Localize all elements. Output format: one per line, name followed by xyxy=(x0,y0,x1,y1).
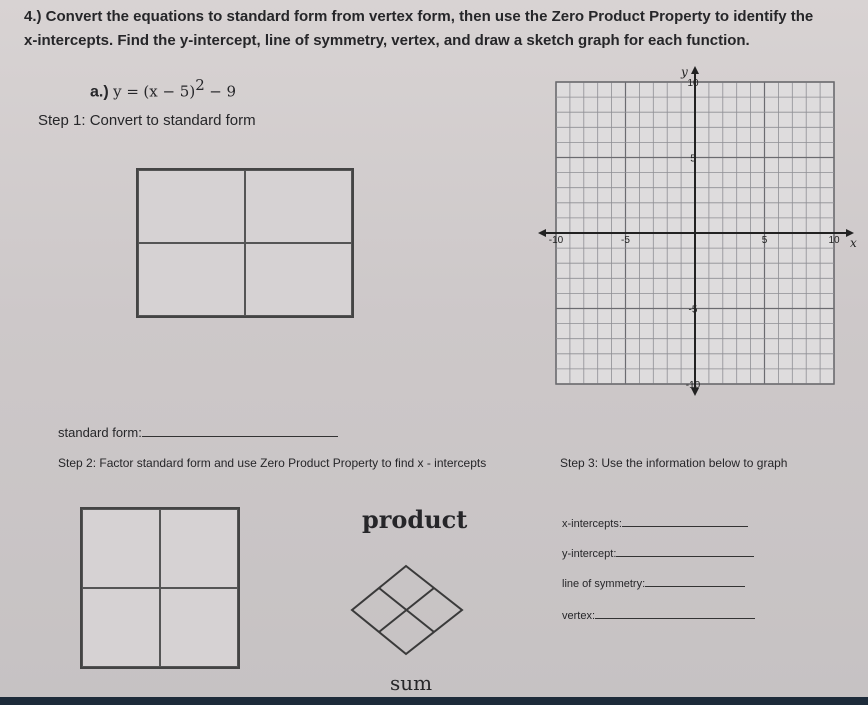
x-intercepts-field xyxy=(562,518,748,530)
screen-bottom-edge xyxy=(0,697,868,705)
x-tick-label: 5 xyxy=(761,235,768,246)
area-model-box-step2[interactable] xyxy=(80,507,240,669)
x-tick-label: -5 xyxy=(621,235,630,246)
x-intercepts-label: x-intercepts: xyxy=(562,518,622,530)
prompt-line-1: 4.) Convert the equations to standard form from vertex form, then use the Zero Product Property to identify the xyxy=(24,8,814,25)
product-sum-diamond[interactable] xyxy=(348,560,468,660)
prompt-line-2: x-intercepts. Find the y-intercept, line of symmetry, vertex, and draw a sketch graph for each function. xyxy=(24,32,750,49)
step-1-instruction: Step 1: Convert to standard form xyxy=(38,112,256,129)
area-model-cell[interactable] xyxy=(160,588,238,667)
equation-base: (x − 5) xyxy=(143,82,196,101)
vertex-field xyxy=(562,610,755,622)
y-intercept-field xyxy=(562,548,754,560)
x-axis-label: x xyxy=(850,236,857,250)
line-of-symmetry-label: line of symmetry: xyxy=(562,578,646,590)
y-tick-label: 10 xyxy=(687,78,699,89)
x-tick-label: -10 xyxy=(548,235,564,246)
step-2-instruction: Step 2: Factor standard form and use Zero Product Property to find x - intercepts xyxy=(58,456,487,470)
equation-lhs: y = xyxy=(113,82,139,101)
vertex-label: vertex: xyxy=(562,610,596,622)
area-model-cell[interactable] xyxy=(160,509,238,588)
standard-form-field xyxy=(58,425,338,440)
y-axis-arrow-up xyxy=(691,66,699,74)
x-axis-arrow-left xyxy=(538,229,546,237)
y-intercept-label: y-intercept: xyxy=(562,548,617,560)
vertex-blank[interactable] xyxy=(595,618,755,619)
diamond-sum-label: sum xyxy=(390,671,433,695)
standard-form-label: standard form: xyxy=(58,425,142,440)
area-model-cell[interactable] xyxy=(82,588,160,667)
y-tick-label: 5 xyxy=(690,153,696,165)
equation-exponent: 2 xyxy=(195,76,205,94)
equation-tail: − 9 xyxy=(209,82,237,101)
diamond-product-label: product xyxy=(362,505,468,534)
problem-label: a.) xyxy=(90,83,109,101)
area-model-box-step1[interactable] xyxy=(136,168,354,318)
coordinate-grid-graph[interactable] xyxy=(538,66,858,396)
line-of-symmetry-blank[interactable] xyxy=(645,586,745,587)
area-model-cell[interactable] xyxy=(245,170,352,243)
step-3-instruction: Step 3: Use the information below to graph xyxy=(560,456,788,470)
y-intercept-blank[interactable] xyxy=(616,556,754,557)
x-tick-label: 10 xyxy=(828,235,840,246)
y-tick-label: -5 xyxy=(688,304,698,316)
x-intercepts-blank[interactable] xyxy=(622,526,748,527)
y-tick-label: -10 xyxy=(685,380,701,391)
y-axis-label: y xyxy=(681,66,688,79)
standard-form-blank[interactable] xyxy=(142,436,338,437)
area-model-cell[interactable] xyxy=(138,170,245,243)
line-of-symmetry-field xyxy=(562,578,745,590)
area-model-cell[interactable] xyxy=(245,243,352,316)
area-model-cell[interactable] xyxy=(82,509,160,588)
area-model-cell[interactable] xyxy=(138,243,245,316)
problem-a xyxy=(90,76,236,101)
